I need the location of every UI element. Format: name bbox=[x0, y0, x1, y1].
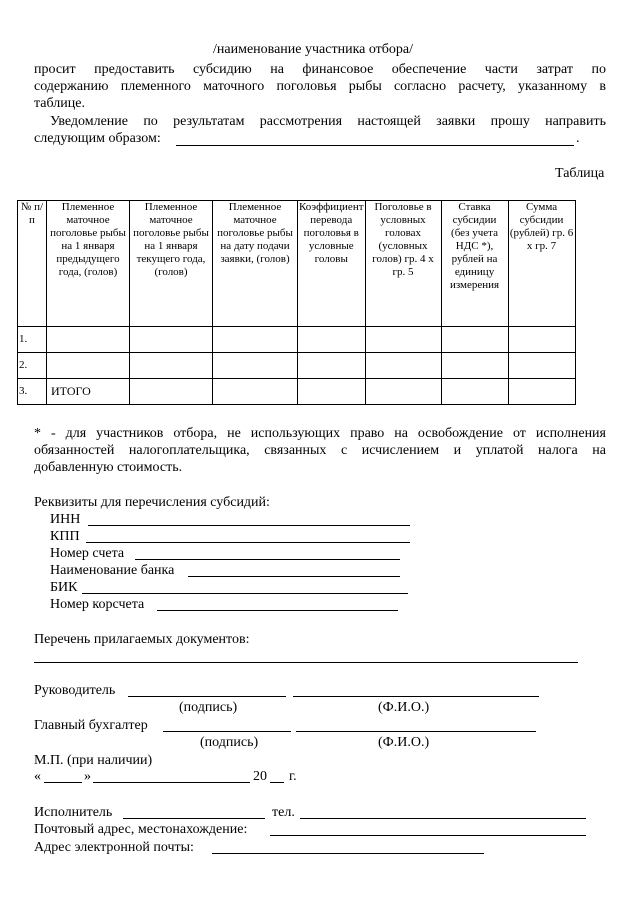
table-cell[interactable] bbox=[441, 327, 508, 353]
table-cell[interactable] bbox=[508, 327, 575, 353]
table-header-row bbox=[18, 201, 576, 327]
word: предоставить bbox=[94, 62, 175, 77]
corr-label: Номер корсчета bbox=[50, 597, 145, 612]
row-number: 1. bbox=[18, 327, 47, 353]
word: просит bbox=[34, 62, 76, 77]
phone-field[interactable] bbox=[300, 818, 586, 819]
bik-label: БИК bbox=[50, 580, 78, 595]
table-cell[interactable] bbox=[298, 327, 366, 353]
word: части bbox=[484, 62, 518, 77]
date-month-field[interactable] bbox=[93, 782, 250, 783]
footnote-line-1: * - для участников отбора, не использующих право на освобождение от исполнения bbox=[34, 426, 606, 441]
request-line-2: содержанию племенного маточного поголовья рыбы согласно расчету, указанному в bbox=[34, 79, 606, 94]
footnote-line-2: обязанностей налогоплательщика, связанных с исчислением и уплатой налога на bbox=[34, 443, 606, 458]
word: субсидию bbox=[192, 62, 252, 77]
notice-line-2: следующим образом: bbox=[34, 131, 161, 146]
word: по bbox=[591, 62, 606, 77]
requisites-title: Реквизиты для перечисления субсидий: bbox=[34, 495, 270, 510]
bank-field[interactable] bbox=[188, 576, 400, 577]
accountant-fio-caption: (Ф.И.О.) bbox=[378, 735, 430, 750]
table-row bbox=[18, 327, 576, 353]
head-fio-field[interactable] bbox=[293, 696, 539, 697]
accountant-label: Главный бухгалтер bbox=[34, 718, 148, 733]
executor-field[interactable] bbox=[123, 818, 265, 819]
executor-label: Исполнитель bbox=[34, 805, 113, 820]
table-cell[interactable] bbox=[298, 353, 366, 379]
table-row bbox=[18, 353, 576, 379]
participant-label: /наименование участника отбора/ bbox=[213, 42, 414, 57]
header-cell: Сумма субсидии (рублей) гр. 6 х гр. 7 bbox=[508, 201, 575, 327]
stamp-label: М.П. (при наличии) bbox=[34, 753, 153, 768]
email-field[interactable] bbox=[212, 853, 484, 854]
documents-field[interactable] bbox=[34, 662, 578, 663]
table-cell[interactable] bbox=[130, 379, 213, 405]
request-line-1 bbox=[34, 62, 606, 78]
table-cell[interactable] bbox=[213, 353, 298, 379]
table-cell[interactable] bbox=[441, 353, 508, 379]
postal-label: Почтовый адрес, местонахождение: bbox=[34, 822, 248, 837]
inn-label: ИНН bbox=[50, 512, 81, 527]
date-year-suffix: г. bbox=[289, 769, 297, 784]
table-cell[interactable] bbox=[47, 353, 130, 379]
request-line-3: таблице. bbox=[34, 96, 85, 111]
table-cell[interactable] bbox=[47, 327, 130, 353]
accountant-fio-field[interactable] bbox=[296, 731, 536, 732]
table-cell[interactable] bbox=[130, 327, 213, 353]
header-cell: Коэффициент перевода поголовья в условные головы bbox=[298, 201, 366, 327]
row-number: 3. bbox=[18, 379, 47, 405]
bank-label: Наименование банка bbox=[50, 563, 175, 578]
inn-field[interactable] bbox=[88, 525, 410, 526]
row-number: 2. bbox=[18, 353, 47, 379]
head-signature-field[interactable] bbox=[128, 696, 286, 697]
header-cell: № п/п bbox=[18, 201, 47, 327]
table-cell[interactable] bbox=[365, 379, 441, 405]
table-cell[interactable] bbox=[130, 353, 213, 379]
total-label: ИТОГО bbox=[47, 379, 130, 405]
phone-label: тел. bbox=[272, 805, 295, 820]
date-year: 20 bbox=[253, 769, 267, 784]
word: затрат bbox=[536, 62, 573, 77]
footnote-line-3: добавленную стоимость. bbox=[34, 460, 183, 475]
accountant-signature-caption: (подпись) bbox=[200, 735, 259, 750]
table-cell[interactable] bbox=[365, 327, 441, 353]
head-fio-caption: (Ф.И.О.) bbox=[378, 700, 430, 715]
header-cell: Племенное маточное поголовье рыбы на 1 января текущего года, (голов) bbox=[130, 201, 213, 327]
subsidy-table bbox=[17, 200, 576, 405]
account-label: Номер счета bbox=[50, 546, 125, 561]
notice-end: . bbox=[576, 131, 580, 146]
email-label: Адрес электронной почты: bbox=[34, 840, 194, 855]
notice-blank-line[interactable] bbox=[176, 145, 574, 146]
word: на bbox=[270, 62, 284, 77]
account-field[interactable] bbox=[135, 559, 400, 560]
accountant-signature-field[interactable] bbox=[163, 731, 291, 732]
header-cell: Племенное маточное поголовье рыбы на дату подачи заявки, (голов) bbox=[213, 201, 298, 327]
header-cell: Ставка субсидии (без учета НДС *), рублей на единицу измерения bbox=[441, 201, 508, 327]
header-cell: Племенное маточное поголовье рыбы на 1 января предыдущего года, (голов) bbox=[47, 201, 130, 327]
table-cell[interactable] bbox=[298, 379, 366, 405]
header-cell: Поголовье в условных головах (условных голов) гр. 4 х гр. 5 bbox=[365, 201, 441, 327]
table-cell[interactable] bbox=[365, 353, 441, 379]
word: финансовое bbox=[302, 62, 374, 77]
date-year-field[interactable] bbox=[270, 782, 284, 783]
word: обеспечение bbox=[391, 62, 467, 77]
head-label: Руководитель bbox=[34, 683, 116, 698]
notice-line-1: Уведомление по результатам рассмотрения настоящей заявки прошу направить bbox=[50, 114, 606, 129]
kpp-field[interactable] bbox=[86, 542, 410, 543]
kpp-label: КПП bbox=[50, 529, 80, 544]
date-day-field[interactable] bbox=[44, 782, 82, 783]
head-signature-caption: (подпись) bbox=[179, 700, 238, 715]
table-cell[interactable] bbox=[508, 379, 575, 405]
documents-title: Перечень прилагаемых документов: bbox=[34, 632, 250, 647]
postal-field[interactable] bbox=[270, 835, 586, 836]
table-row-total bbox=[18, 379, 576, 405]
table-title: Таблица bbox=[555, 166, 605, 181]
table-cell[interactable] bbox=[213, 379, 298, 405]
date-close-quote: » bbox=[84, 769, 91, 784]
table-cell[interactable] bbox=[441, 379, 508, 405]
table-cell[interactable] bbox=[213, 327, 298, 353]
date-open-quote: « bbox=[34, 769, 41, 784]
bik-field[interactable] bbox=[82, 593, 408, 594]
corr-field[interactable] bbox=[157, 610, 398, 611]
table-cell[interactable] bbox=[508, 353, 575, 379]
